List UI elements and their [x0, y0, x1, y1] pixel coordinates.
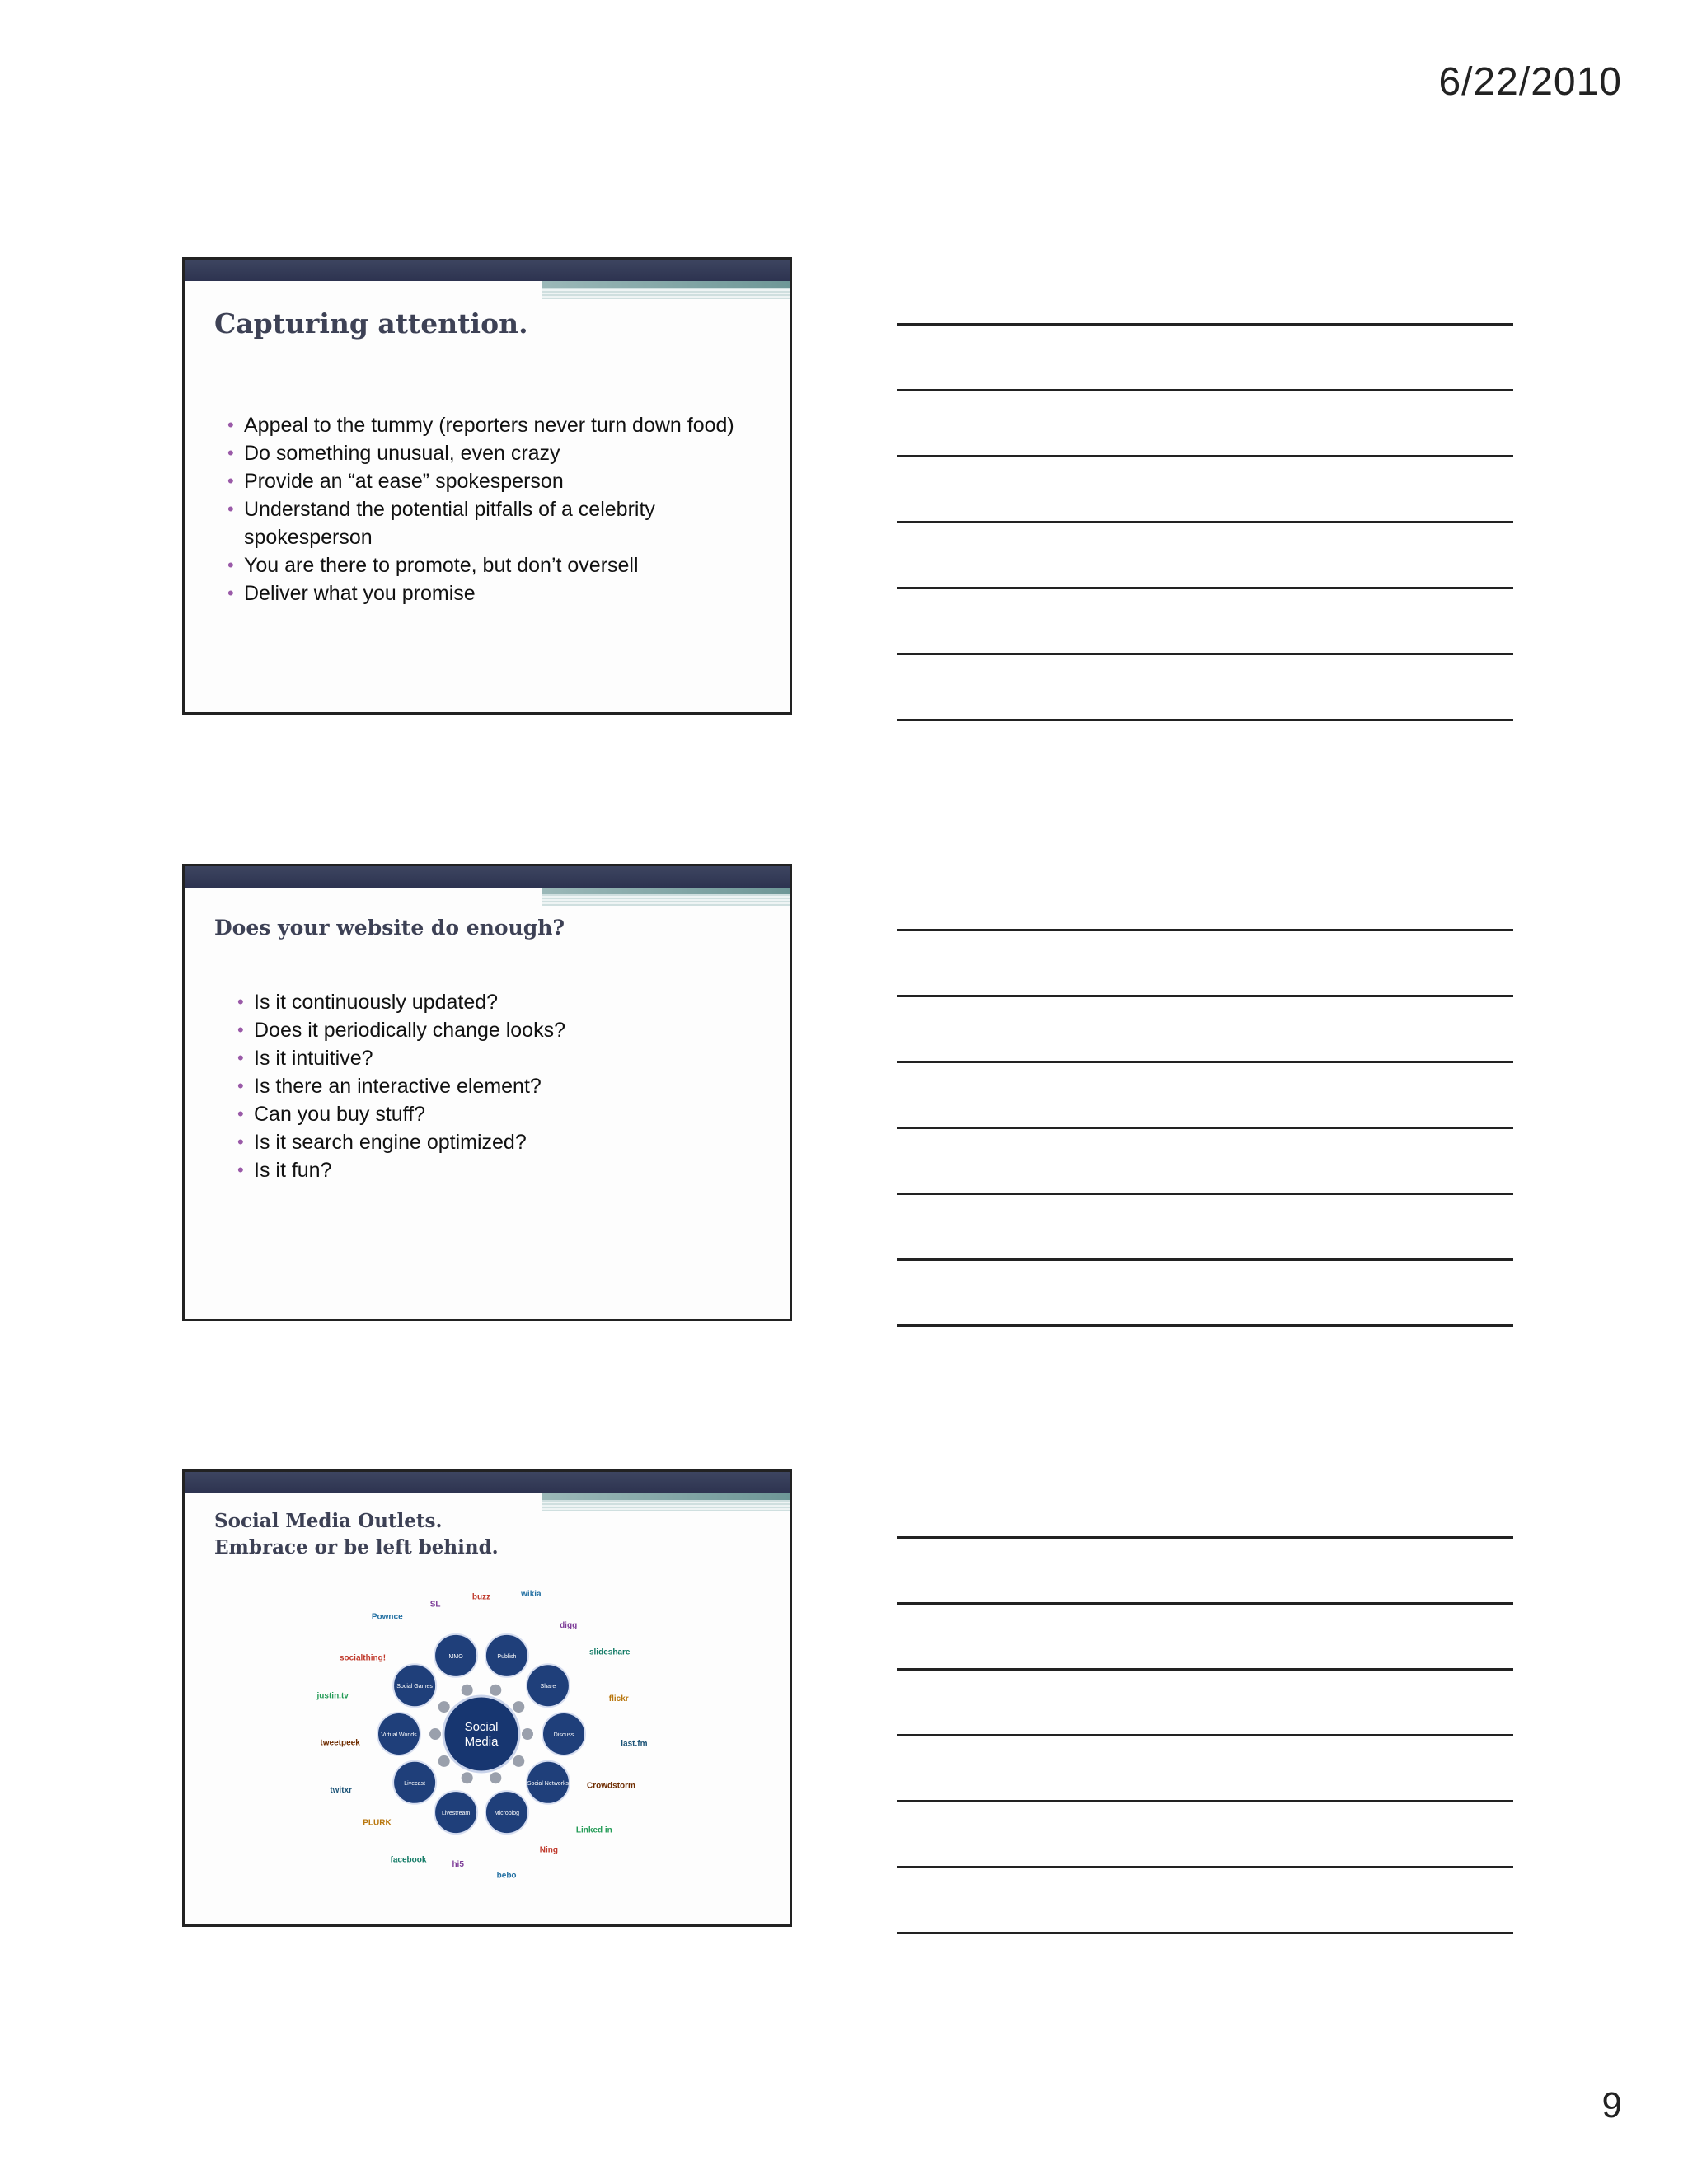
- diagram-logo-label: SL: [429, 1600, 441, 1610]
- slide-accent-stripes: [542, 288, 790, 299]
- diagram-logo-label: twitxr: [330, 1785, 353, 1795]
- diagram-logo-label: Crowdstorm: [587, 1781, 635, 1791]
- bullet-item: • Appeal to the tummy (reporters never turn down food): [227, 411, 738, 439]
- diagram-arrow: [490, 1772, 501, 1783]
- note-line[interactable]: [897, 929, 1513, 931]
- slide-2: [182, 864, 792, 1321]
- note-line[interactable]: [897, 995, 1513, 997]
- bullet-item: • Does it periodically change looks?: [237, 1016, 732, 1044]
- slide-title: Capturing attention.: [214, 307, 528, 340]
- slide-top-bar: [185, 260, 790, 281]
- diagram-logo-label: slideshare: [588, 1647, 631, 1657]
- bullet-item: • You are there to promote, but don’t oversell: [227, 551, 738, 579]
- diagram-arrow: [462, 1685, 473, 1696]
- diagram-logo-label: last.fm: [621, 1739, 648, 1749]
- note-line[interactable]: [897, 389, 1513, 391]
- diagram-arrow: [513, 1701, 524, 1713]
- note-line[interactable]: [897, 1932, 1513, 1934]
- diagram-logo-label: hi5: [452, 1860, 464, 1870]
- note-line[interactable]: [897, 1866, 1513, 1868]
- slide-accent-bar: [542, 888, 790, 894]
- diagram-logo-label: socialthing!: [339, 1653, 387, 1663]
- diagram-node-label: Social Networks: [527, 1780, 569, 1787]
- note-line[interactable]: [897, 1602, 1513, 1605]
- bullet-list: [227, 411, 738, 607]
- diagram-logo-label: buzz: [471, 1592, 491, 1602]
- diagram-logo-label: bebo: [496, 1871, 517, 1881]
- note-line[interactable]: [897, 1800, 1513, 1802]
- diagram-node-label: Publish: [497, 1653, 517, 1660]
- diagram-node-label: Share: [540, 1684, 556, 1690]
- diagram-node-label: Virtual Worlds: [381, 1732, 417, 1738]
- slide-accent-bar: [542, 281, 790, 288]
- diagram-node-label: Discuss: [553, 1732, 574, 1738]
- bullet-list: [237, 988, 732, 1184]
- diagram-logo-label: facebook: [390, 1855, 427, 1865]
- bullet-item: • Understand the potential pitfalls of a celebrity spokesperson: [227, 495, 738, 551]
- note-line[interactable]: [897, 1193, 1513, 1195]
- diagram-arrow: [429, 1728, 441, 1740]
- page-date: 6/22/2010: [1438, 60, 1622, 104]
- diagram-logo-label: tweetpeek: [320, 1738, 360, 1748]
- note-line[interactable]: [897, 1668, 1513, 1671]
- slide-title-line: Embrace or be left behind.: [214, 1536, 499, 1558]
- bullet-item: • Is it continuously updated?: [237, 988, 732, 1016]
- bullet-item: • Deliver what you promise: [227, 579, 738, 607]
- social-media-diagram: [267, 1577, 696, 1907]
- slide-title: [214, 1508, 757, 1561]
- diagram-logo-label: flickr: [608, 1694, 629, 1704]
- slide-top-bar: [185, 866, 790, 888]
- note-line[interactable]: [897, 521, 1513, 523]
- note-line[interactable]: [897, 323, 1513, 326]
- bullet-item: • Is there an interactive element?: [237, 1072, 732, 1100]
- diagram-logo-label: PLURK: [363, 1818, 392, 1828]
- note-line[interactable]: [897, 719, 1513, 721]
- diagram-arrow: [513, 1755, 524, 1767]
- slide-accent-stripes: [542, 894, 790, 906]
- note-line[interactable]: [897, 587, 1513, 589]
- bullet-item: • Is it search engine optimized?: [237, 1128, 732, 1156]
- note-line[interactable]: [897, 1324, 1513, 1327]
- diagram-logo-label: Ning: [539, 1845, 558, 1855]
- bullet-item: • Is it intuitive?: [237, 1044, 732, 1072]
- diagram-arrow: [490, 1685, 501, 1696]
- diagram-node-label: Microblog: [494, 1811, 520, 1817]
- diagram-logo-label: Pownce: [371, 1612, 403, 1622]
- diagram-arrow: [522, 1728, 533, 1740]
- note-line[interactable]: [897, 1061, 1513, 1063]
- diagram-logo-label: justin.tv: [316, 1691, 349, 1701]
- slide-title-line: Social Media Outlets.: [214, 1510, 443, 1532]
- diagram-arrow: [462, 1772, 473, 1783]
- bullet-item: • Provide an “at ease” spokesperson: [227, 467, 738, 495]
- bullet-item: • Can you buy stuff?: [237, 1100, 732, 1128]
- diagram-node-label: Social Games: [396, 1684, 433, 1690]
- slide-1: [182, 257, 792, 715]
- diagram-center-label: Media: [464, 1735, 499, 1749]
- diagram-logo-label: Linked in: [575, 1825, 612, 1835]
- diagram-logo-label: wikia: [521, 1589, 542, 1599]
- diagram-node-label: Livestream: [441, 1811, 471, 1817]
- diagram-center-label: Social: [464, 1720, 499, 1734]
- note-line[interactable]: [897, 1536, 1513, 1539]
- slide-top-bar: [185, 1472, 790, 1493]
- diagram-arrow: [438, 1755, 450, 1767]
- note-line[interactable]: [897, 1127, 1513, 1129]
- note-line[interactable]: [897, 653, 1513, 655]
- slide-3: [182, 1469, 792, 1927]
- diagram-arrow: [438, 1701, 450, 1713]
- note-line[interactable]: [897, 455, 1513, 457]
- diagram-node-label: Livecast: [404, 1780, 425, 1787]
- page-number: 9: [1601, 2085, 1622, 2125]
- diagram-logo-label: digg: [560, 1621, 578, 1631]
- slide-title: Does your website do enough?: [214, 916, 565, 940]
- bullet-item: • Do something unusual, even crazy: [227, 439, 738, 467]
- diagram-center-node: [443, 1696, 519, 1772]
- slide-accent-bar: [542, 1493, 790, 1500]
- note-line[interactable]: [897, 1734, 1513, 1736]
- bullet-item: • Is it fun?: [237, 1156, 732, 1184]
- diagram-node-label: MMO: [448, 1653, 463, 1660]
- note-line[interactable]: [897, 1258, 1513, 1261]
